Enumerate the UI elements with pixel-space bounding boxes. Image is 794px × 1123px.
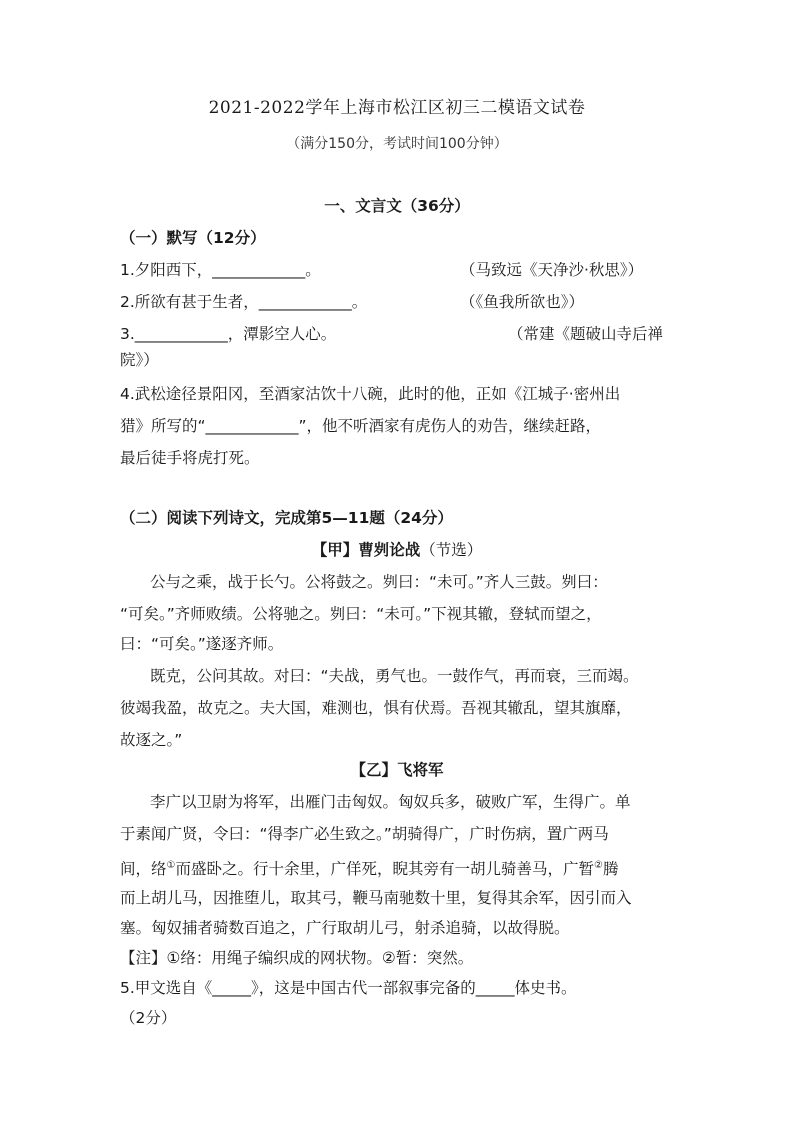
question-3-source-cont: 院》）: [120, 351, 159, 369]
passage-jia-line: 公与之乘，战于长勺。公将鼓之。刿曰：“未可。”齐人三鼓。刿曰：: [150, 573, 608, 591]
passage-jia-title: [0, 540, 794, 560]
question-2-text: 2.所欲有甚于生者，____________。: [120, 293, 368, 311]
question-3-source: （常建《题破山寺后禅: [508, 325, 664, 343]
page-title: 2021-2022学年上海市松江区初三二模语文试卷: [208, 98, 586, 118]
passage-jia-line: 彼竭我盈，故克之。夫大国，难测也，惧有伏焉。吾视其辙乱，望其旗靡，: [120, 699, 632, 717]
question-2-source: （《鱼我所欲也》）: [460, 293, 585, 311]
passage-yi-line: 李广以卫尉为将军，出雁门击匈奴。匈奴兵多，破败广军，生得广。单: [150, 793, 631, 811]
question-5-score: （2分）: [120, 1009, 177, 1027]
passage-jia-line: 故逐之。”: [120, 731, 183, 749]
page-subtitle: （满分150分，考试时间100分钟）: [286, 136, 508, 152]
section-heading-classical: 一、文言文（36分）: [324, 197, 470, 215]
passage-jia-line: 曰：“可矣。”遂逐齐师。: [120, 635, 284, 653]
question-1-text: 1.夕阳西下，____________。: [120, 261, 321, 279]
question-4-line-3: 最后徒手将虎打死。: [120, 449, 260, 467]
passage-yi-title: 【乙】飞将军: [350, 761, 444, 779]
passage-yi-text: 腾: [602, 860, 619, 879]
part2-heading: （二）阅读下列诗文，完成第5—11题（24分）: [120, 509, 453, 527]
passage-yi-text: 间，络: [120, 860, 167, 879]
part1-heading: （一）默写（12分）: [120, 229, 266, 247]
passage-yi-line: 于素闻广贤，令曰：“得李广必生致之。”胡骑得广，广时伤病，置广两马: [120, 825, 609, 843]
question-1: [120, 260, 690, 280]
question-3: [120, 324, 690, 344]
question-1-source: （马致远《天净沙·秋思》）: [460, 261, 644, 279]
passage-yi-text: 而盛卧之。行十余里，广佯死，睨其旁有一胡儿骑善马，广暂: [175, 860, 594, 879]
footnote-marker-2: ②: [594, 860, 603, 871]
footnote: 【注】①络：用绳子编织成的网状物。②暂：突然。: [120, 949, 474, 967]
passage-jia-line: 既克，公问其故。对曰：“夫战，勇气也。一鼓作气，再而衰，三而竭。: [150, 667, 639, 685]
question-3-text: 3.____________，潭影空人心。: [120, 325, 337, 343]
passage-jia-line: “可矣。”齐师败绩。公将驰之。刿曰：“未可。”下视其辙，登轼而望之，: [120, 605, 602, 623]
passage-jia-note: （节选）: [420, 541, 483, 559]
passage-yi-line: [120, 856, 690, 879]
question-2: [120, 292, 690, 312]
question-5: 5.甲文选自《_____》，这是中国古代一部叙事完备的_____体史书。: [120, 979, 577, 997]
passage-yi-line: 塞。匈奴捕者骑数百追之，广行取胡儿弓，射杀追骑，以故得脱。: [120, 919, 570, 937]
question-4-line-1: 4.武松途径景阳冈，至酒家沽饮十八碗，此时的他，正如《江城子·密州出: [120, 385, 621, 403]
question-4-line-2: 猎》所写的“____________”，他不听酒家有虎伤人的劝告，继续赶路，: [120, 417, 602, 435]
footnote-marker-1: ①: [166, 860, 176, 871]
passage-jia-title-text: 【甲】曹刿论战: [311, 541, 421, 559]
passage-yi-line: 而上胡儿马，因推堕儿，取其弓，鞭马南驰数十里，复得其余军，因引而入: [120, 889, 632, 907]
